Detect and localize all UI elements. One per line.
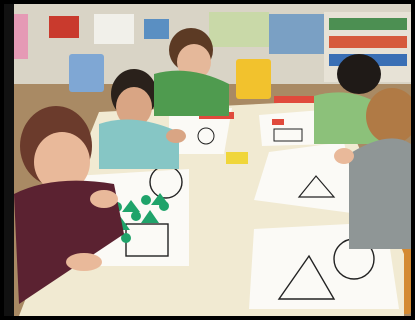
blue-chair bbox=[69, 54, 104, 92]
poster-2 bbox=[94, 14, 134, 44]
photo-frame bbox=[4, 4, 411, 316]
bookshelf-row-1 bbox=[329, 18, 407, 30]
poster-4 bbox=[209, 12, 269, 47]
left-dark-edge bbox=[4, 4, 14, 316]
poster-5 bbox=[269, 14, 324, 54]
poster-1 bbox=[49, 16, 79, 38]
poster-3 bbox=[144, 19, 169, 39]
yellow-card bbox=[226, 152, 248, 164]
yellow-chair bbox=[236, 59, 271, 99]
left-pink-panel bbox=[14, 14, 28, 59]
bookshelf-row-2 bbox=[329, 36, 407, 48]
classroom-photo bbox=[4, 4, 411, 316]
